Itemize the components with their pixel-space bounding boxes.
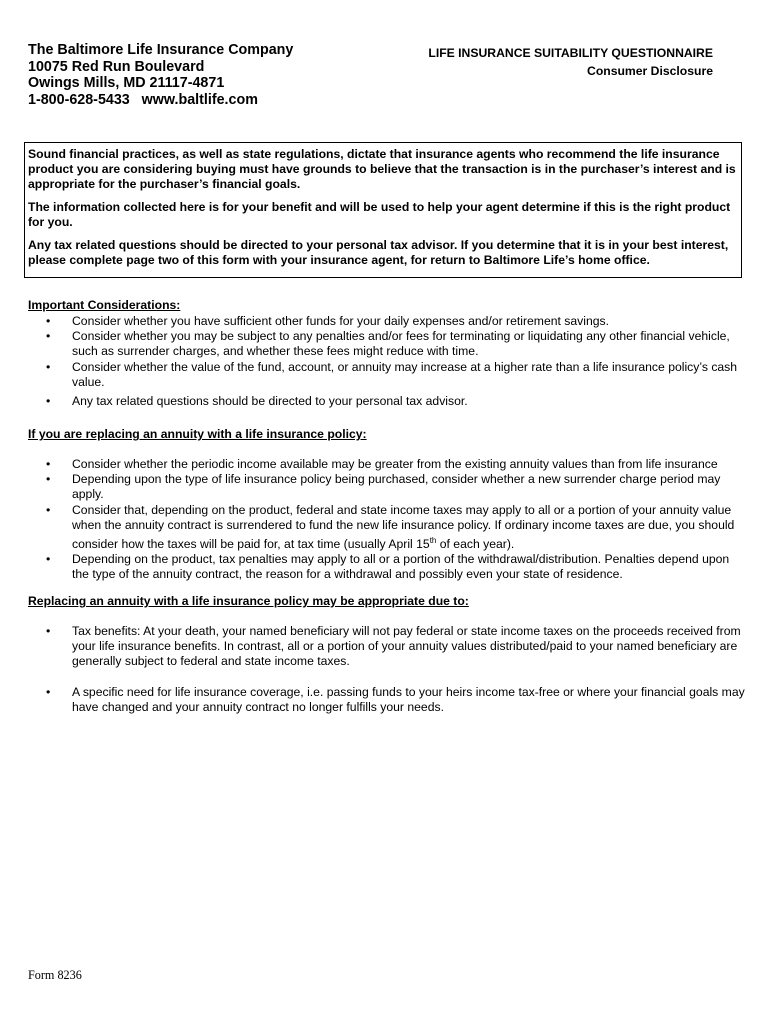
list-item: • Depending on the product, tax penalties may apply to all or a portion of the withdrawal/distribution. Penalties depend upon the type of the annuity contract, the reason for a withdrawal and possibly even your state of residence. [46, 552, 746, 582]
company-phone-website: 1-800-628-5433 www.baltlife.com [28, 91, 258, 108]
list-item: • Consider whether you have sufficient other funds for your daily expenses and/or retirement savings. [46, 314, 746, 329]
form-title: LIFE INSURANCE SUITABILITY QUESTIONNAIRE [428, 46, 713, 60]
intro-paragraph-3: Any tax related questions should be directed to your personal tax advisor. If you determine that it is in your best interest, please complete page two of this form with your insurance agent, for return to Baltimore Life’s home office. [28, 238, 729, 267]
important-considerations-heading: Important Considerations: [28, 298, 181, 312]
intro-box [24, 142, 742, 278]
intro-paragraph-1: Sound financial practices, as well as state regulations, dictate that insurance agents who recommend the life insurance product you are considering buying must have grounds to believe that the transaction is in the purchaser’s interest and is appropriate for the purchaser’s financial goals. [28, 147, 736, 191]
appropriate-reasons-list [46, 624, 746, 715]
list-item: • Depending upon the type of life insurance policy being purchased, consider whether a new surrender charge period may apply. [46, 472, 746, 502]
list-item: • Consider whether you may be subject to any penalties and/or fees for terminating or liquidating any other financial vehicle, such as surrender charges, and whether these fees might reduce with time. [46, 329, 746, 359]
company-name: The Baltimore Life Insurance Company [28, 42, 294, 58]
form-title-block [428, 45, 713, 80]
company-address-line-1: 10075 Red Run Boulevard [28, 58, 205, 75]
company-header [28, 42, 293, 108]
list-item: • Consider whether the value of the fund, account, or annuity may increase at a higher rate than a life insurance policy’s cash value. [46, 360, 746, 390]
list-item-text: of each year). [436, 537, 515, 552]
appropriate-reasons-heading: Replacing an annuity with a life insurance policy may be appropriate due to: [28, 594, 469, 608]
superscript: th [429, 536, 437, 546]
form-number: Form 8236 [28, 968, 82, 982]
intro-paragraph-2: The information collected here is for your benefit and will be used to help your agent determine if this is the right product for you. [28, 200, 731, 229]
list-item: • Any tax related questions should be directed to your personal tax advisor. [46, 394, 746, 409]
list-item-text: Consider that, depending on the product, federal and state income taxes may apply to all or a portion of your annuity value when the annuity contract is surrendered to fund the new life insurance policy. If ordinary income taxes are due, you should consider how the taxes will be paid for, at tax time (usually April 15 [72, 502, 735, 552]
form-subtitle: Consumer Disclosure [587, 63, 713, 78]
important-considerations-list [46, 314, 746, 409]
list-item [46, 503, 746, 553]
list-item: • Tax benefits: At your death, your named beneficiary will not pay federal or state income taxes on the proceeds received from your life insurance benefits. In contrast, all or a portion of your annuity values distributed/paid to your named beneficiary are generally subject to federal and state income taxes. [46, 624, 746, 670]
company-address-line-2: Owings Mills, MD 21117-4871 [28, 75, 225, 92]
replacing-annuity-heading: If you are replacing an annuity with a life insurance policy: [28, 427, 367, 441]
replacing-annuity-list [46, 457, 746, 583]
list-item: • A specific need for life insurance coverage, i.e. passing funds to your heirs income tax-free or where your financial goals may have changed and your annuity contract no longer fulfills your needs. [46, 685, 746, 715]
list-item: • Consider whether the periodic income available may be greater from the existing annuity values than from life insurance [46, 457, 746, 472]
